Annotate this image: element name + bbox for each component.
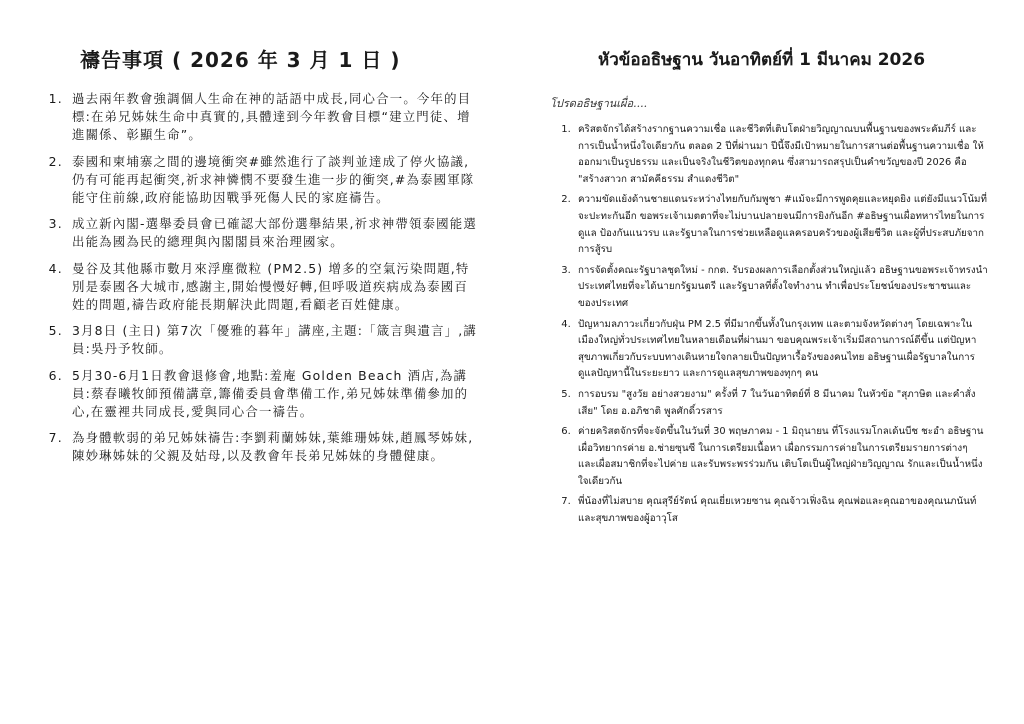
chinese-prayer-item: 4. 曼谷及其他縣市數月來浮塵微粒 (PM2.5) 增多的空氣污染問題,特別是泰國各大城市,感謝主,開始慢慢好轉,但呼吸道疾病成為泰國百姓的問題,禱告政府能長期解決此問題,看顧老百姓健康。 xyxy=(68,260,480,315)
thai-prayer-item: 1. คริสตจักรได้สร้างรากฐานความเชื่อ และชีวิตที่เติบโตฝ่ายวิญญาณบนพื้นฐานของพระคัมภีร์ และการเป็นน้ำหนึ่งใจเดียวกัน ตลอด 2 ปีที่ผ่านมา ปีนี้จึงมีเป้าหมายในการสานต่อพื้นฐานความเชื่อ ให้ออกมาเป็นรูปธรรม และเป็นจริงในชีวิตของทุกคน ซึ่งสามารถสรุปเป็นคำขวัญของปี 2026 คือ "สร้างสาวก สามัคคีธรรม สำแดงชีวิต" xyxy=(574,122,988,188)
chinese-prayer-item: 7. 為身體軟弱的弟兄姊妹禱告:李劉莉蘭姊妹,葉維珊姊妹,趙鳳琴姊妹,陳妙琳姊妹的父親及姑母,以及教會年長弟兄姊妹的身體健康。 xyxy=(68,429,480,465)
chinese-prayer-item: 2. 泰國和柬埔寨之間的邊境衝突#雖然進行了談判並達成了停火協議,仍有可能再起衝突,祈求神憐憫不要發生進一步的衝突,#為泰國軍隊能守住前線,政府能協助因戰爭死傷人民的家庭禱告。 xyxy=(68,153,480,208)
thai-prayer-item: 2. ความขัดแย้งด้านชายแดนระหว่างไทยกับกัมพูชา #แม้จะมีการพูดคุยและหยุดยิง แต่ยังมีแนวโน้มที่จะปะทะกันอีก ขอพระเจ้าเมตตาที่จะไม่บานปลายจนมีการยิงกันอีก #อธิษฐานเผื่อทหารไทยในการดูแล ป้องกันแนวรบ และรัฐบาลในการช่วยเหลือดูแลครอบครัวของผู้เสียชีวิต และผู้ที่ประสบภัยจากการสู้รบ xyxy=(574,192,988,258)
chinese-prayer-item: 1. 過去兩年教會強調個人生命在神的話語中成長,同心合一。今年的目標:在弟兄姊妹生命中真實的,具體達到今年教會目標“建立門徒、增進關係、彰顯生命”。 xyxy=(68,90,480,145)
chinese-title: 禱告事項 ( 2026 年 3 月 1 日 ) xyxy=(80,48,401,72)
chinese-prayer-item: 6. 5月30-6月1日教會退修會,地點:羞庵 Golden Beach 酒店,為講員:蔡春曦牧師預備講章,籌備委員會準備工作,弟兄姊妹準備參加的心,在靈裡共同成長,愛與同心合一禱告。 xyxy=(68,367,480,422)
thai-title: หัวข้ออธิษฐาน วันอาทิตย์ที่ 1 มีนาคม 2026 xyxy=(598,50,926,70)
chinese-prayer-item: 3. 成立新內閣-選舉委員會已確認大部份選舉結果,祈求神帶領泰國能選出能為國為民的總理與內閣閣員來治理國家。 xyxy=(68,215,480,251)
thai-prayer-item: 5. การอบรม "สูงวัย อย่างสวยงาม" ครั้งที่ 7 ในวันอาทิตย์ที่ 8 มีนาคม ในหัวข้อ "สุภาษิต และคำสั่งเสีย" โดย อ.อภิชาติ พูลศักดิ์วรสาร xyxy=(574,387,988,420)
thai-prayer-item: 4. ปัญหามลภาวะเกี่ยวกับฝุ่น PM 2.5 ที่มีมากขึ้นทั้งในกรุงเทพ และตามจังหวัดต่างๆ โดยเฉพาะในเมืองใหญ่ทั่วประเทศไทยในหลายเดือนที่ผ่านมา ขอบคุณพระเจ้าเริ่มมีสถานการณ์ดีขึ้น แต่ปัญหาสุขภาพเกี่ยวกับระบบทางเดินหายใจกลายเป็นปัญหาเรื้อรังของคนไทย อธิษฐานเผื่อรัฐบาลในการดูแลปัญหานี้ในระยะยาว และการดูแลสุขภาพของทุกๆ คน xyxy=(574,317,988,383)
chinese-prayer-list xyxy=(40,90,480,474)
chinese-prayer-item: 5. 3月8日 (主日) 第7次「優雅的暮年」講座,主題:「箴言與遺言」,講員:吳丹予牧師。 xyxy=(68,322,480,358)
thai-prayer-item: 7. พี่น้องที่ไม่สบาย คุณสุรีย์รัตน์ คุณเยี่ยเหวยซาน คุณจ้าวเฟิ่งฉิน คุณพ่อและคุณอาของคุณนภนันท์ และสุขภาพของผู้อาวุโส xyxy=(574,494,988,527)
thai-prayer-item: 6. ค่ายคริสตจักรที่จะจัดขึ้นในวันที่ 30 พฤษภาคม - 1 มิถุนายน ที่โรงแรมโกลเด้นบีช ชะอำ อธิษฐานเผื่อวิทยากรค่าย อ.ช่ายซุนซี ในการเตรียมเนื้อหา เผื่อกรรมการค่ายในการเตรียมรายการต่างๆ และเผื่อสมาชิกที่จะไปค่าย และรับพระพรร่วมกัน เติบโตเป็นผู้ใหญ่ฝ่ายวิญญาณ รักและเป็นน้ำหนึ่งใจเดียวกัน xyxy=(574,424,988,490)
thai-prayer-list xyxy=(548,122,988,532)
thai-prayer-item: 3. การจัดตั้งคณะรัฐบาลชุดใหม่ - กกต. รับรองผลการเลือกตั้งส่วนใหญ่แล้ว อธิษฐานขอพระเจ้าทรงนำประเทศไทยที่จะได้นายกรัฐมนตรี และรัฐบาลที่ตั้งใจทำงาน ทำเพื่อประโยชน์ของประชาชนและของประเทศ xyxy=(574,263,988,313)
thai-intro: โปรดอธิษฐานเผื่อ.... xyxy=(550,97,648,110)
